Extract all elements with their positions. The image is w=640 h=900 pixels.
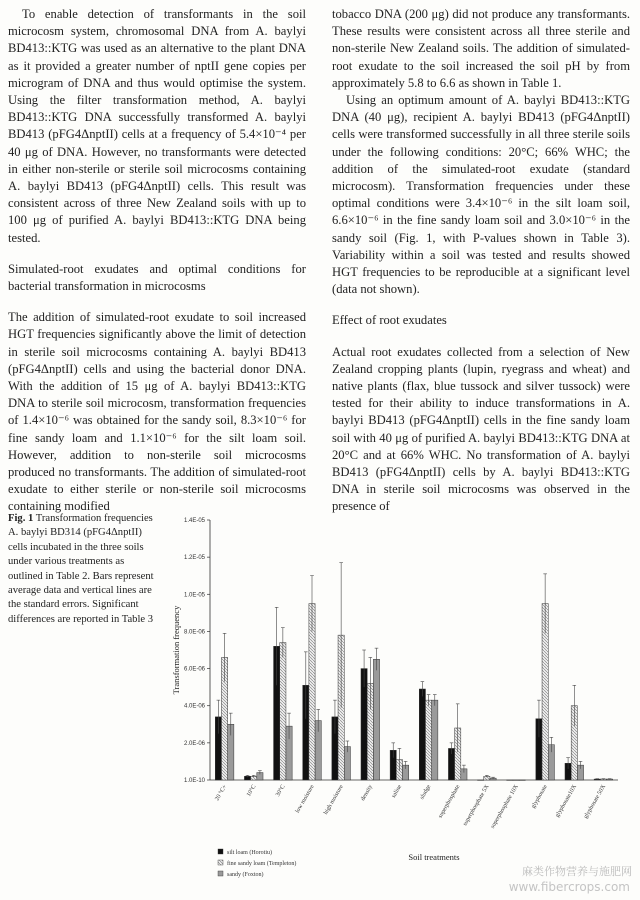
text-column-left: [8, 6, 306, 516]
y-tick-label: 4.0E-06: [183, 703, 205, 710]
bar-1: [419, 689, 425, 780]
figure-caption-text: Transformation frequencies A. baylyi BD314 (pFG4ΔnptII) cells incubated in the three soils under various treatments as outlined in Table 2. Bars represent average data and vertical lines are the standard errors. Significant differences are reported in Table 3: [8, 513, 154, 625]
x-tick-label: glyphosate: [530, 784, 549, 810]
x-tick-label: density: [360, 784, 375, 803]
watermark-chinese: 麻类作物营养与施肥网: [522, 865, 632, 878]
transformation-frequency-chart: [160, 510, 632, 880]
x-tick-label: superphosphate: [437, 784, 462, 820]
legend-label: sandy (Foxton): [227, 872, 264, 878]
x-tick-label: saline: [390, 784, 404, 800]
y-tick-label: 8.0E-06: [183, 629, 205, 636]
y-axis-label: Transformation frequency: [171, 605, 181, 695]
x-tick-label: superphosphate 5X: [462, 784, 491, 827]
legend-swatch: [218, 860, 223, 865]
y-tick-label: 6.0E-06: [183, 666, 205, 673]
paragraph: tobacco DNA (200 μg) did not produce any transformants. These results were consistent across all three sterile and non-sterile New Zealand soils. The addition of simulated-root exudate to the soil increased the soil pH by from approximately 5.8 to 6.6 as shown in Table 1.: [332, 7, 630, 90]
x-tick-label: low moisture: [294, 784, 316, 815]
y-tick-label: 1.4E-05: [183, 518, 205, 524]
figure-caption: [8, 512, 158, 627]
x-axis-label: Soil treatments: [408, 852, 460, 862]
y-tick-label: 1.0E-10: [183, 778, 205, 784]
bar-3: [432, 700, 438, 780]
y-tick-label: 1.0E-05: [183, 592, 205, 599]
x-tick-label: 10°C: [246, 784, 258, 798]
x-tick-label: high moisture: [323, 784, 345, 816]
section-heading-root-exudates: Effect of root exudates: [332, 313, 447, 328]
section-heading-simulated-root: Simulated-root exudates and optimal conditions for bacterial transformation in microcosms: [8, 261, 306, 294]
x-tick-label: superphosphate 10X: [489, 784, 520, 830]
bar-2: [280, 643, 286, 780]
paragraph: To enable detection of transformants in the soil microcosm system, chromosomal DNA from A. baylyi BD413::KTG was used as an alternative to the plant DNA as it provided a greater number of nptII gene copies per microgram of DNA and thus would optimise the system. Using the filter transformation method, A. baylyi BD413::KTG DNA successfully transformed A. baylyi BD413 (pFG4ΔnptII) cells at a frequency of 5.4×10⁻⁴ per 40 μg of DNA. However, no transformants were detected in either non-sterile or sterile soil microcosms containing A. baylyi BD413 (pFG4ΔnptII) cells. This result was consistent across of three New Zealand soils with up to 100 μg of purified A. baylyi BD413::KTG DNA being tested.: [8, 7, 306, 245]
figure-label: Fig. 1: [8, 513, 34, 524]
watermark-url: www.fibercrops.com: [508, 880, 630, 894]
x-tick-label: sludge: [419, 784, 433, 801]
x-tick-label: glyphosate10X: [554, 784, 579, 819]
legend-label: silt loam (Horotiu): [227, 850, 272, 856]
legend-label: fine sandy loam (Templeton): [227, 861, 297, 867]
text-column-right: [332, 6, 630, 516]
bar-3: [373, 659, 379, 780]
x-tick-label: 30°C: [275, 784, 287, 798]
paragraph: Using an optimum amount of A. baylyi BD413::KTG DNA (40 μg), recipient A. baylyi BD413 (pFG4ΔnptII) cells were transformed successfully in all three sterile soils under the following conditions: 20°C; 66% WHC; the addition of the simulated-root exudate (standard microcosm). Transformation frequencies under these optimal conditions were 3.4×10⁻⁶ in the silt loam soil, 6.6×10⁻⁶ in the fine sandy loam soil and 3.0×10⁻⁶ in the sandy soil (Fig. 1, with P-values shown in Table 3). Variability within a soil was tested and results showed HGT frequencies to be reproducible at a significant level (data not shown).: [332, 93, 630, 297]
y-tick-label: 1.2E-05: [183, 555, 205, 562]
x-tick-label: 20 °C+: [214, 784, 229, 802]
legend-swatch: [218, 871, 223, 876]
y-tick-label: 2.0E-06: [183, 740, 205, 747]
paragraph: Actual root exudates collected from a selection of New Zealand cropping plants (lupin, ryegrass and wheat) and native plants (flax, blue tussock and silver tussock) were tested for their ability to induce transformations in A. baylyi BD413 (pFG4ΔnptII) cells in the fine sandy loam soil with 40 μg of purified A. baylyi BD413::KTG DNA at 20°C and at 66% WHC. No transformation of A. baylyi BD413 (pFG4ΔnptII) cells by A. baylyi BD413::KTG DNA in sterile soil microcosms was observed in the presence of: [332, 344, 630, 514]
x-tick-label: glyphosate 50X: [583, 784, 608, 820]
bar-2: [425, 700, 431, 780]
legend-swatch: [218, 849, 223, 854]
paragraph: The addition of simulated-root exudate to soil increased HGT frequencies significantly above the limit of detection in sterile soil microcosms containing A. baylyi BD413 (pFG4ΔnptII) cells and using the bacterial donor DNA. With the addition of 15 μg of A. baylyi BD413::KTG DNA to sterile soil microcosm, transformation frequencies of 1.4×10⁻⁶ was obtained for the sandy soil, 8.3×10⁻⁶ for fine sandy loam and 1.1×10⁻⁶ for the silt loam soil. However, addition to non-sterile soil microcosms produced no transformants. The addition of simulated-root exudate to either sterile or non-sterile soil microcosms containing modified: [8, 310, 306, 514]
